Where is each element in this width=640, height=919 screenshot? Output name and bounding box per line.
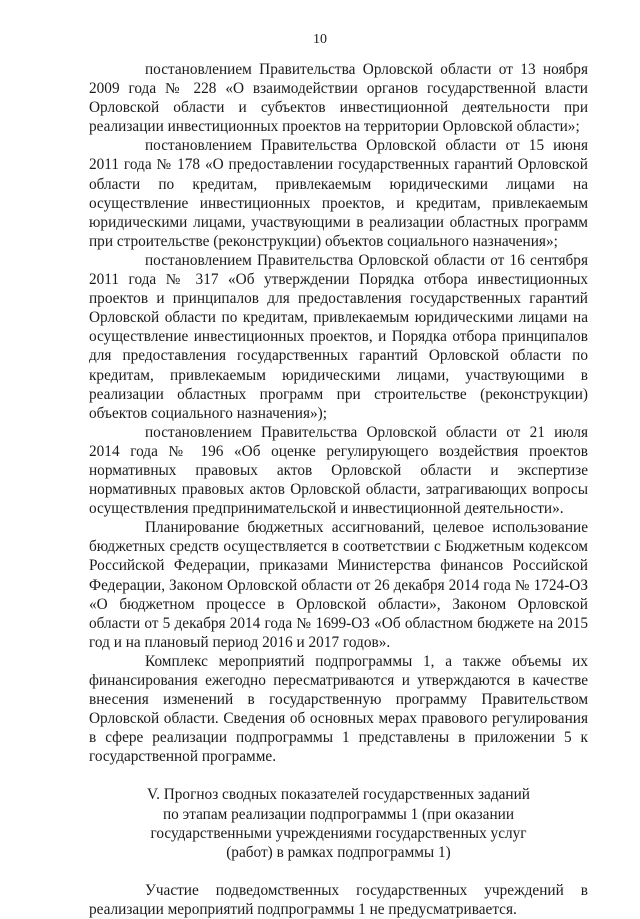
paragraph-measures-complex: Комплекс мероприятий подпрограммы 1, а также объемы их финансирования ежегодно пересматриваются и утверждаются в качестве внесения изменений в государственную программу Правительством Орловской области. Сведения об основных мерах правового регулирования в сфере реализации подпрограммы 1 представлены в приложении 5 к государственной программе.	[89, 652, 588, 766]
section-heading-line: V. Прогноз сводных показателей государственных заданий	[147, 786, 530, 804]
page-number: 10	[313, 32, 327, 47]
paragraph-institutions-participation: Участие подведомственных государственных учреждений в реализации мероприятий подпрограммы 1 не предусматривается.	[89, 881, 588, 918]
section-heading-line: (работ) в рамках подпрограммы 1)	[226, 843, 451, 861]
paragraph-decree-228: постановлением Правительства Орловской области от 13 ноября 2009 года № 228 «О взаимодействии органов государственной власти Орловской области и субъектов инвестиционной деятельности при реализации инвестиционных проектов на территории Орловской области»;	[89, 61, 588, 136]
paragraph-decree-196: постановлением Правительства Орловской области от 21 июля 2014 года № 196 «Об оценке регулирующего воздействия проектов нормативных правовых актов Орловской области и экспертизе нормативных правовых актов Орловской области, затрагивающих вопросы осуществления предпринимательской и инвестиционной деятельности».	[89, 423, 588, 518]
paragraph-budget-planning: Планирование бюджетных ассигнований, целевое использование бюджетных средств осуществляется в соответствии с Бюджетным кодексом Российской Федерации, приказами Министерства финансов Российской Федерации, Законом Орловской области от 26 декабря 2014 года № 1724-ОЗ «О бюджетном процессе в Орловской области», Законом Орловской области от 5 декабря 2014 года № 1699-ОЗ «Об областном бюджете на 2015 год и на плановый период 2016 и 2017 годов».	[89, 519, 588, 651]
paragraph-decree-317: постановлением Правительства Орловской области от 16 сентября 2011 года № 317 «Об утверждении Порядка отбора инвестиционных проектов и принципалов для предоставления государственных гарантий Орловской области по кредитам, привлекаемым юридическими лицами на осуществление инвестиционных проектов, и Порядка отбора принципалов для предоставления государственных гарантий Орловской области по кредитам, привлекаемым юридическими лицами, участвующими в реализации областных программ при строительстве (реконструкции) объектов социального назначения»);	[89, 251, 588, 422]
section-heading-line: государственными учреждениями государственных услуг	[150, 824, 527, 842]
section-heading-line: по этапам реализации подпрограммы 1 (при оказании	[162, 805, 515, 823]
paragraph-decree-178: постановлением Правительства Орловской области от 15 июня 2011 года № 178 «О предоставлении государственных гарантий Орловской области по кредитам, привлекаемым юридическими лицами на осуществление инвестиционных проектов, и кредитам, привлекаемым юридическими лицами, участвующими в реализации областных программ при строительстве (реконструкции) объектов социального назначения»;	[89, 137, 588, 250]
section-heading	[89, 785, 588, 861]
document-body	[89, 60, 588, 919]
